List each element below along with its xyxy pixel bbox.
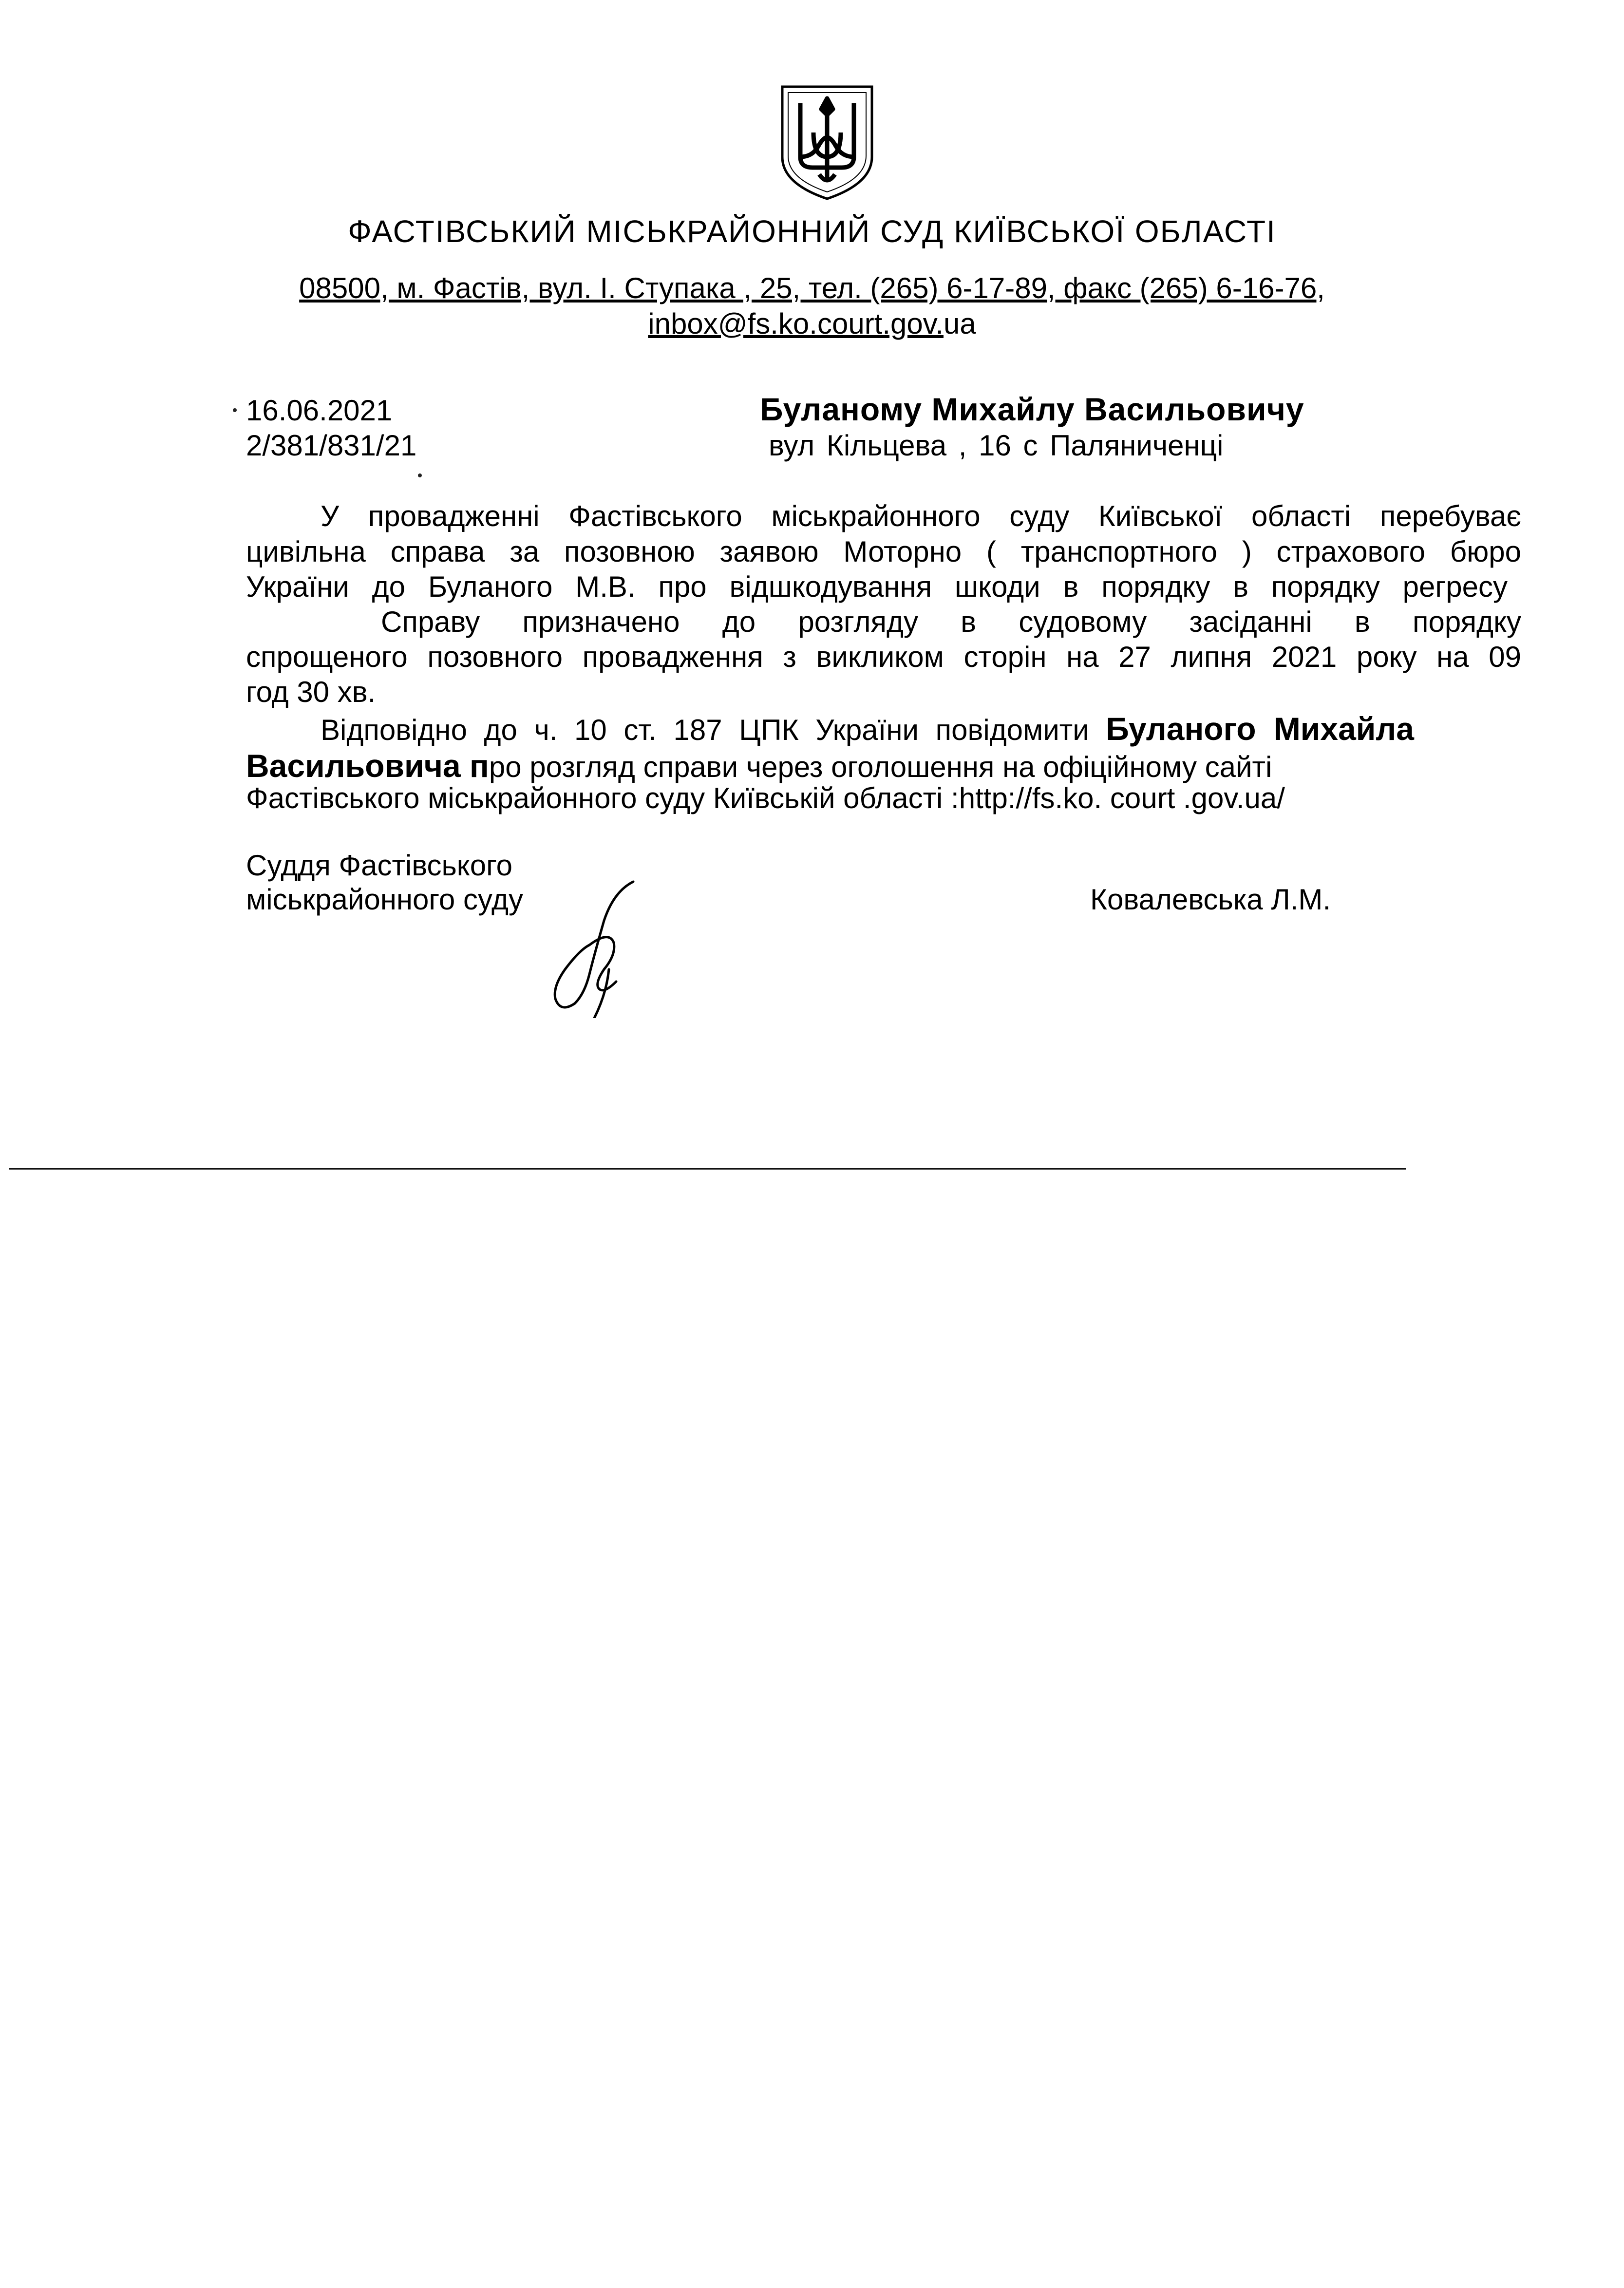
recipient-name: Буланому Михайлу Васильовичу <box>760 391 1304 427</box>
body-line <box>246 747 1272 784</box>
body-text: Відповідно до ч. 10 ст. 187 ЦПК України повідомити <box>321 714 1106 746</box>
case-number: 2/381/831/21 <box>246 429 417 462</box>
body-line <box>321 710 1414 747</box>
court-email-suffix: ua <box>944 307 976 340</box>
body-line: цивільна справа за позовною заявою Моторно ( транспортного ) страхового бюро <box>246 535 1521 568</box>
signature-icon <box>536 872 658 1018</box>
judge-name: Ковалевська Л.М. <box>1090 883 1331 916</box>
recipient-name-bold: Буланого Михайла <box>1106 711 1414 747</box>
body-line: У провадженні Фастівського міськрайонного суду Київської області перебуває <box>321 500 1521 532</box>
scan-speck <box>233 408 237 412</box>
court-email <box>0 307 1624 340</box>
body-text: ро розгляд справи через оголошення на офіційному сайті <box>489 751 1272 783</box>
body-line: Фастівського міськрайонного суду Київській області :http://fs.ko. court .gov.ua/ <box>246 782 1285 814</box>
coat-of-arms-icon <box>778 84 876 201</box>
recipient-name-bold: Васильовича п <box>246 748 489 784</box>
body-line: України до Буланого М.В. про відшкодування шкоди в порядку в порядку регресу <box>246 570 1508 603</box>
court-name: ФАСТІВСЬКИЙ МІСЬКРАЙОННИЙ СУД КИЇВСЬКОЇ ОБЛАСТІ <box>348 214 1276 249</box>
divider-line <box>9 1168 1406 1170</box>
body-line: год 30 хв. <box>246 676 376 708</box>
court-address: 08500, м. Фастів, вул. І. Ступака , 25, тел. (265) 6-17-89, факс (265) 6-16-76, <box>299 272 1325 304</box>
recipient-address: вул Кільцева , 16 с Паляниченці <box>769 429 1224 462</box>
body-line: Справу призначено до розгляду в судовому засіданні в порядку <box>381 605 1521 638</box>
body-line: спрощеного позовного провадження з викликом сторін на 27 липня 2021 року на 09 <box>246 641 1521 673</box>
judge-title: міськрайонного суду <box>246 883 523 916</box>
scan-speck <box>418 473 422 477</box>
judge-title: Суддя Фастівського <box>246 849 513 882</box>
court-email-underlined: inbox@fs.ko.court.gov. <box>648 307 944 340</box>
letter-date: 16.06.2021 <box>246 394 393 427</box>
